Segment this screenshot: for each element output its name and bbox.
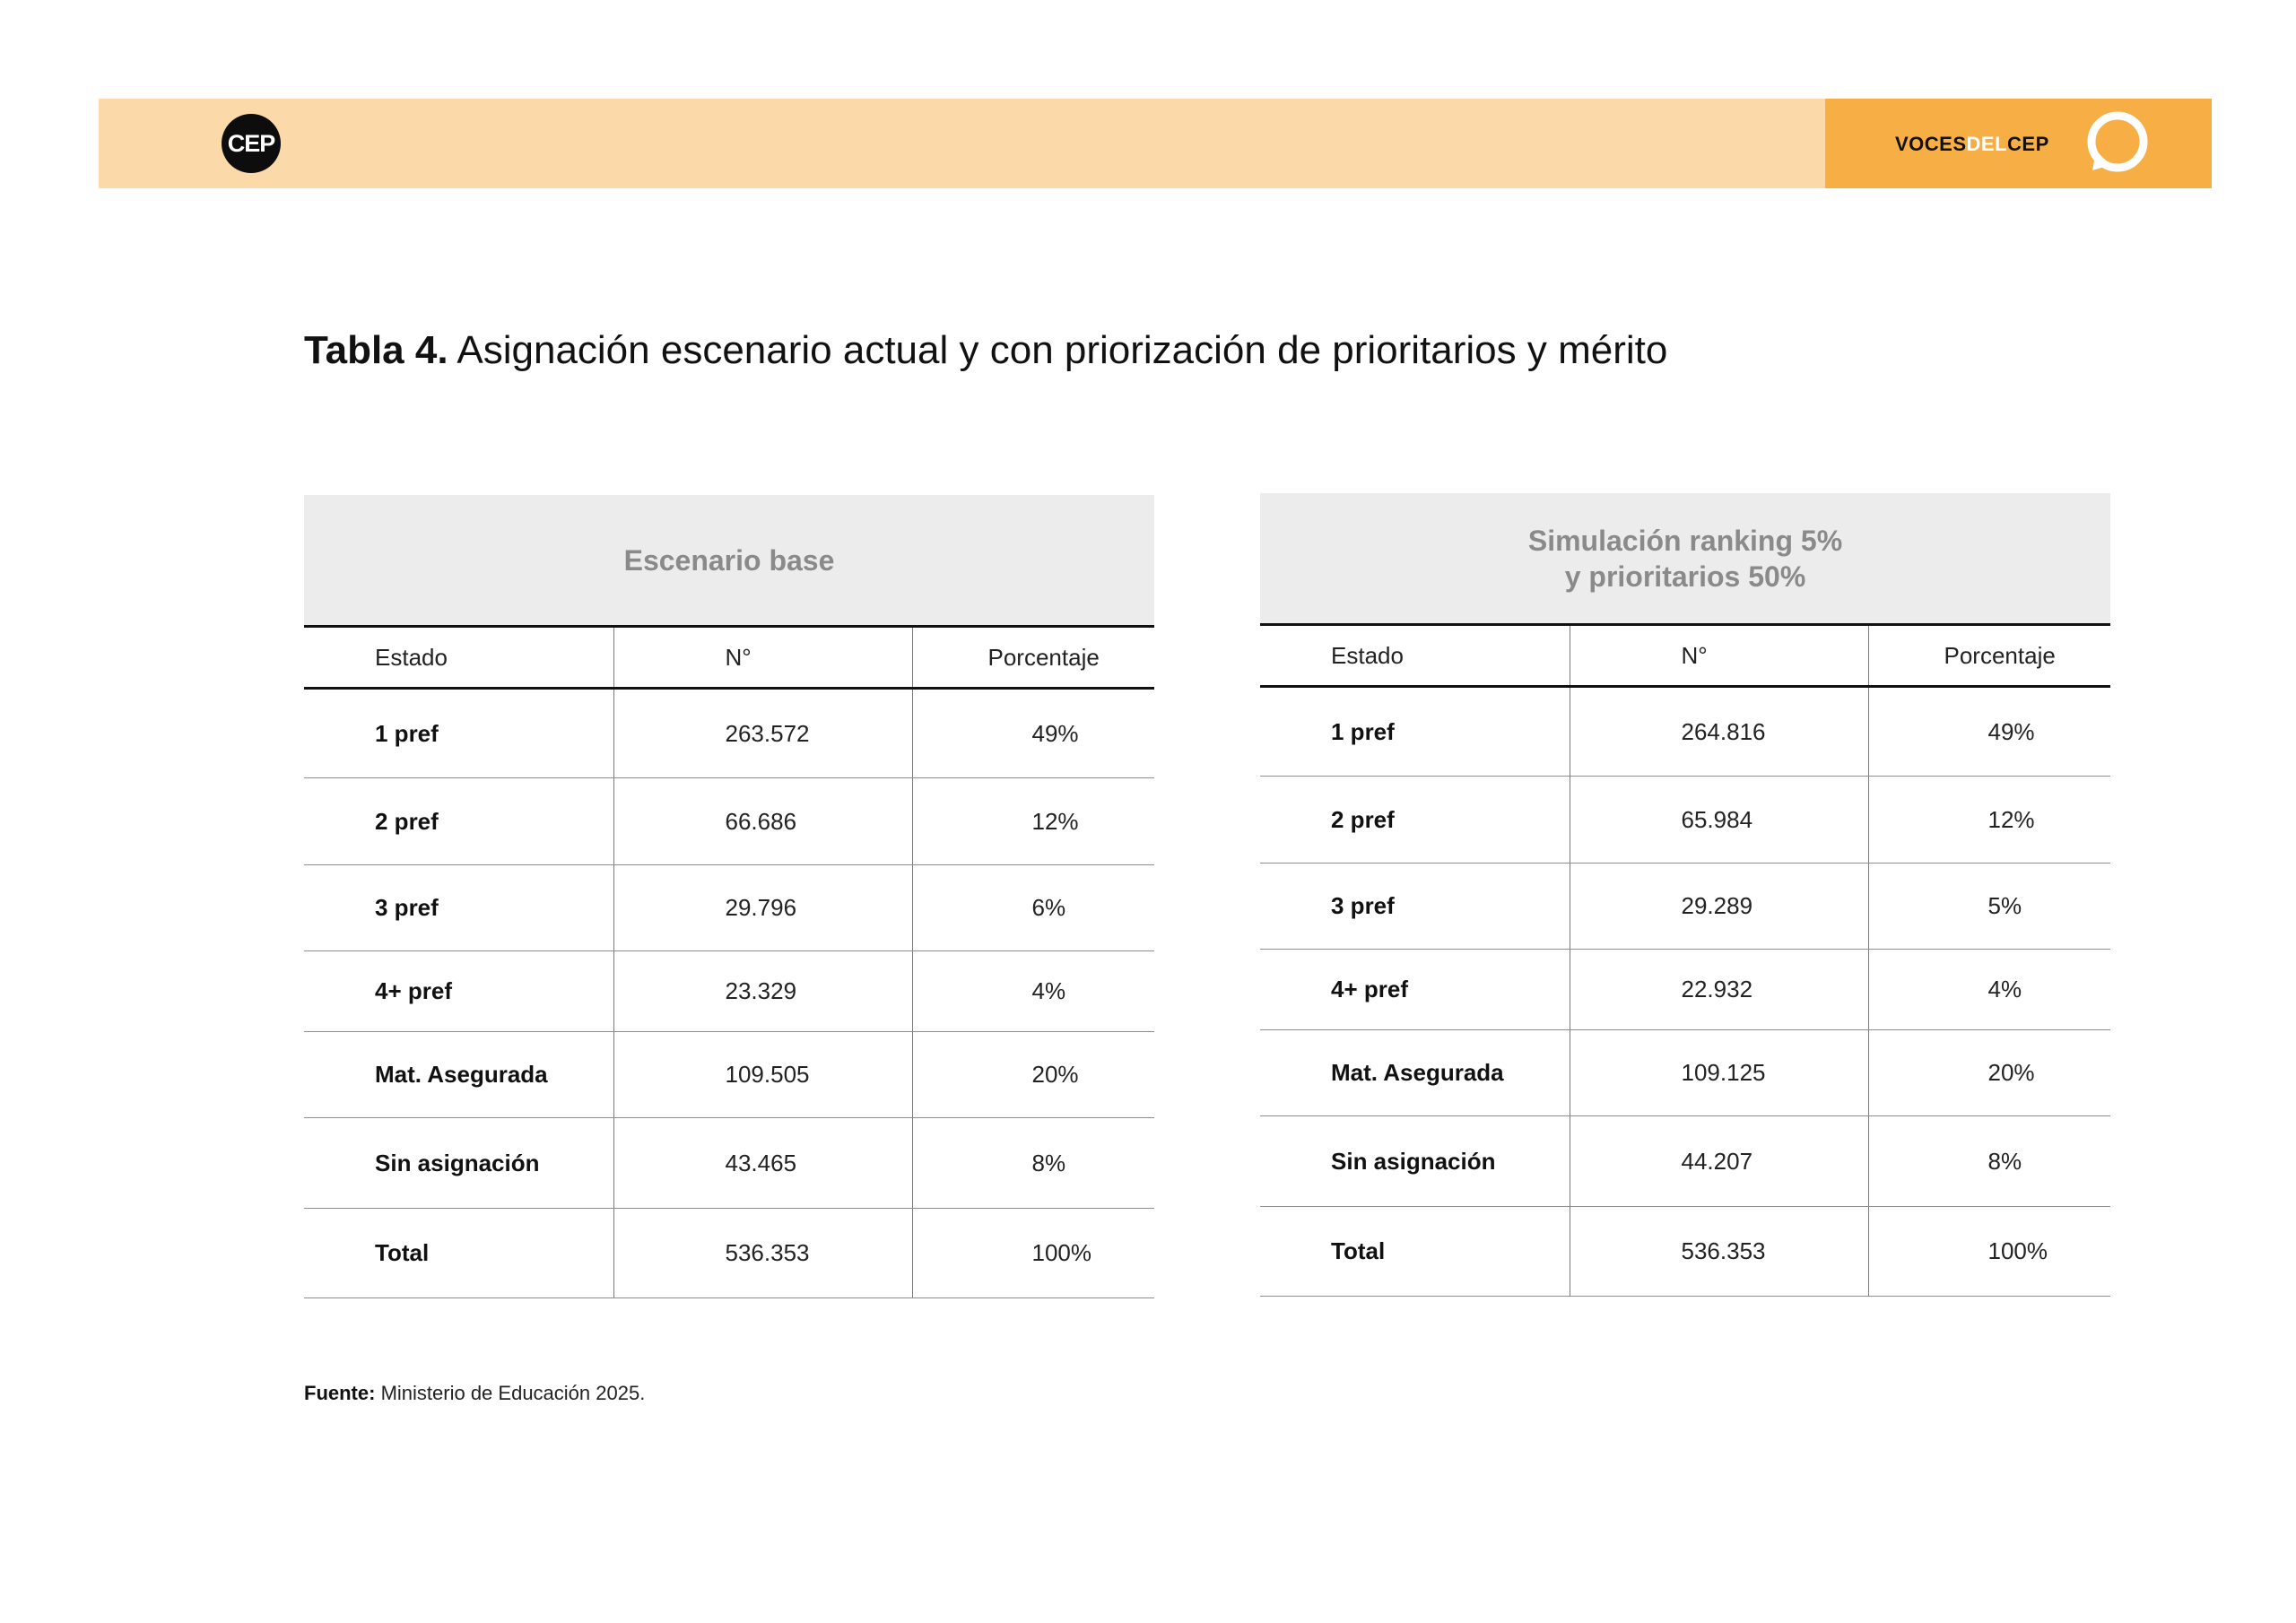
cell-estado: Sin asignación (1260, 1116, 1570, 1207)
table-row (304, 1032, 1154, 1118)
cell-estado: Total (1260, 1207, 1570, 1297)
table-row (304, 951, 1154, 1032)
cell-estado: Total (304, 1209, 613, 1298)
table-row (1260, 687, 2110, 777)
cell-porcentaje: 20% (912, 1032, 1154, 1118)
table-row (1260, 1116, 2110, 1207)
cell-n: 66.686 (613, 778, 912, 865)
table-row-total (304, 1209, 1154, 1298)
speech-bubble-icon (2083, 109, 2152, 178)
cell-estado: Mat. Asegurada (304, 1032, 613, 1118)
cell-porcentaje: 12% (1868, 777, 2110, 864)
table-header-panel (304, 495, 1154, 625)
table-row (1260, 777, 2110, 864)
table-escenario-base (304, 495, 1154, 1298)
source-note (304, 1382, 645, 1405)
cep-logo-text: CEP (227, 129, 275, 157)
table-row (1260, 864, 2110, 950)
source-label: Fuente: (304, 1382, 376, 1404)
header-band (99, 99, 1825, 188)
column-header-estado: Estado (1260, 625, 1570, 687)
column-header-n: N° (1570, 625, 1868, 687)
cell-porcentaje: 100% (1868, 1207, 2110, 1297)
cell-estado: 2 pref (1260, 777, 1570, 864)
column-header-row (304, 627, 1154, 689)
cell-porcentaje: 5% (1868, 864, 2110, 950)
table-row (304, 1118, 1154, 1209)
column-header-row (1260, 625, 2110, 687)
cell-n: 29.796 (613, 865, 912, 951)
cep-logo (222, 114, 281, 173)
table-header-title: Escenario base (623, 543, 835, 577)
cell-porcentaje: 4% (1868, 950, 2110, 1030)
table-header-title-line1: Simulación ranking 5% (1527, 524, 1843, 557)
cell-estado: 4+ pref (1260, 950, 1570, 1030)
cell-n: 23.329 (613, 951, 912, 1032)
data-table (304, 625, 1154, 1298)
table-row (304, 689, 1154, 778)
cell-estado: 1 pref (1260, 687, 1570, 777)
voces-logo-part1: VOCES (1895, 133, 1967, 155)
voces-del-cep-logo (1895, 131, 2049, 158)
column-header-n: N° (613, 627, 912, 689)
cell-n: 29.289 (1570, 864, 1868, 950)
table-row (304, 778, 1154, 865)
cell-n: 109.125 (1570, 1030, 1868, 1116)
cell-porcentaje: 6% (912, 865, 1154, 951)
cell-porcentaje: 49% (912, 689, 1154, 778)
data-table (1260, 623, 2110, 1297)
cell-n: 44.207 (1570, 1116, 1868, 1207)
voces-logo-part2: DEL (1966, 133, 2008, 155)
page-title (304, 328, 1667, 373)
table-header-panel (1260, 493, 2110, 623)
cell-estado: 2 pref (304, 778, 613, 865)
cell-n: 264.816 (1570, 687, 1868, 777)
cell-porcentaje: 100% (912, 1209, 1154, 1298)
source-text: Ministerio de Educación 2025. (380, 1382, 646, 1404)
cell-n: 43.465 (613, 1118, 912, 1209)
cell-estado: 1 pref (304, 689, 613, 778)
cell-n: 22.932 (1570, 950, 1868, 1030)
cell-n: 263.572 (613, 689, 912, 778)
table-row (1260, 950, 2110, 1030)
cell-n: 536.353 (1570, 1207, 1868, 1297)
table-row (1260, 1030, 2110, 1116)
cell-n: 65.984 (1570, 777, 1868, 864)
cell-porcentaje: 8% (1868, 1116, 2110, 1207)
cell-estado: 3 pref (1260, 864, 1570, 950)
column-header-porcentaje: Porcentaje (912, 627, 1154, 689)
cell-estado: Sin asignación (304, 1118, 613, 1209)
cell-porcentaje: 49% (1868, 687, 2110, 777)
cell-porcentaje: 20% (1868, 1030, 2110, 1116)
table-header-title-line2: y prioritarios 50% (1564, 560, 1806, 593)
table-row-total (1260, 1207, 2110, 1297)
voces-logo-part3: CEP (2007, 133, 2049, 155)
cell-estado: Mat. Asegurada (1260, 1030, 1570, 1116)
table-simulacion-ranking (1260, 493, 2110, 1297)
cell-porcentaje: 8% (912, 1118, 1154, 1209)
cell-porcentaje: 4% (912, 951, 1154, 1032)
cell-n: 536.353 (613, 1209, 912, 1298)
cell-estado: 3 pref (304, 865, 613, 951)
column-header-porcentaje: Porcentaje (1868, 625, 2110, 687)
cell-porcentaje: 12% (912, 778, 1154, 865)
cell-estado: 4+ pref (304, 951, 613, 1032)
table-row (304, 865, 1154, 951)
table-number-label: Tabla 4. (304, 328, 448, 372)
cell-n: 109.505 (613, 1032, 912, 1118)
column-header-estado: Estado (304, 627, 613, 689)
table-title-text: Asignación escenario actual y con priorización de prioritarios y mérito (457, 328, 1668, 372)
